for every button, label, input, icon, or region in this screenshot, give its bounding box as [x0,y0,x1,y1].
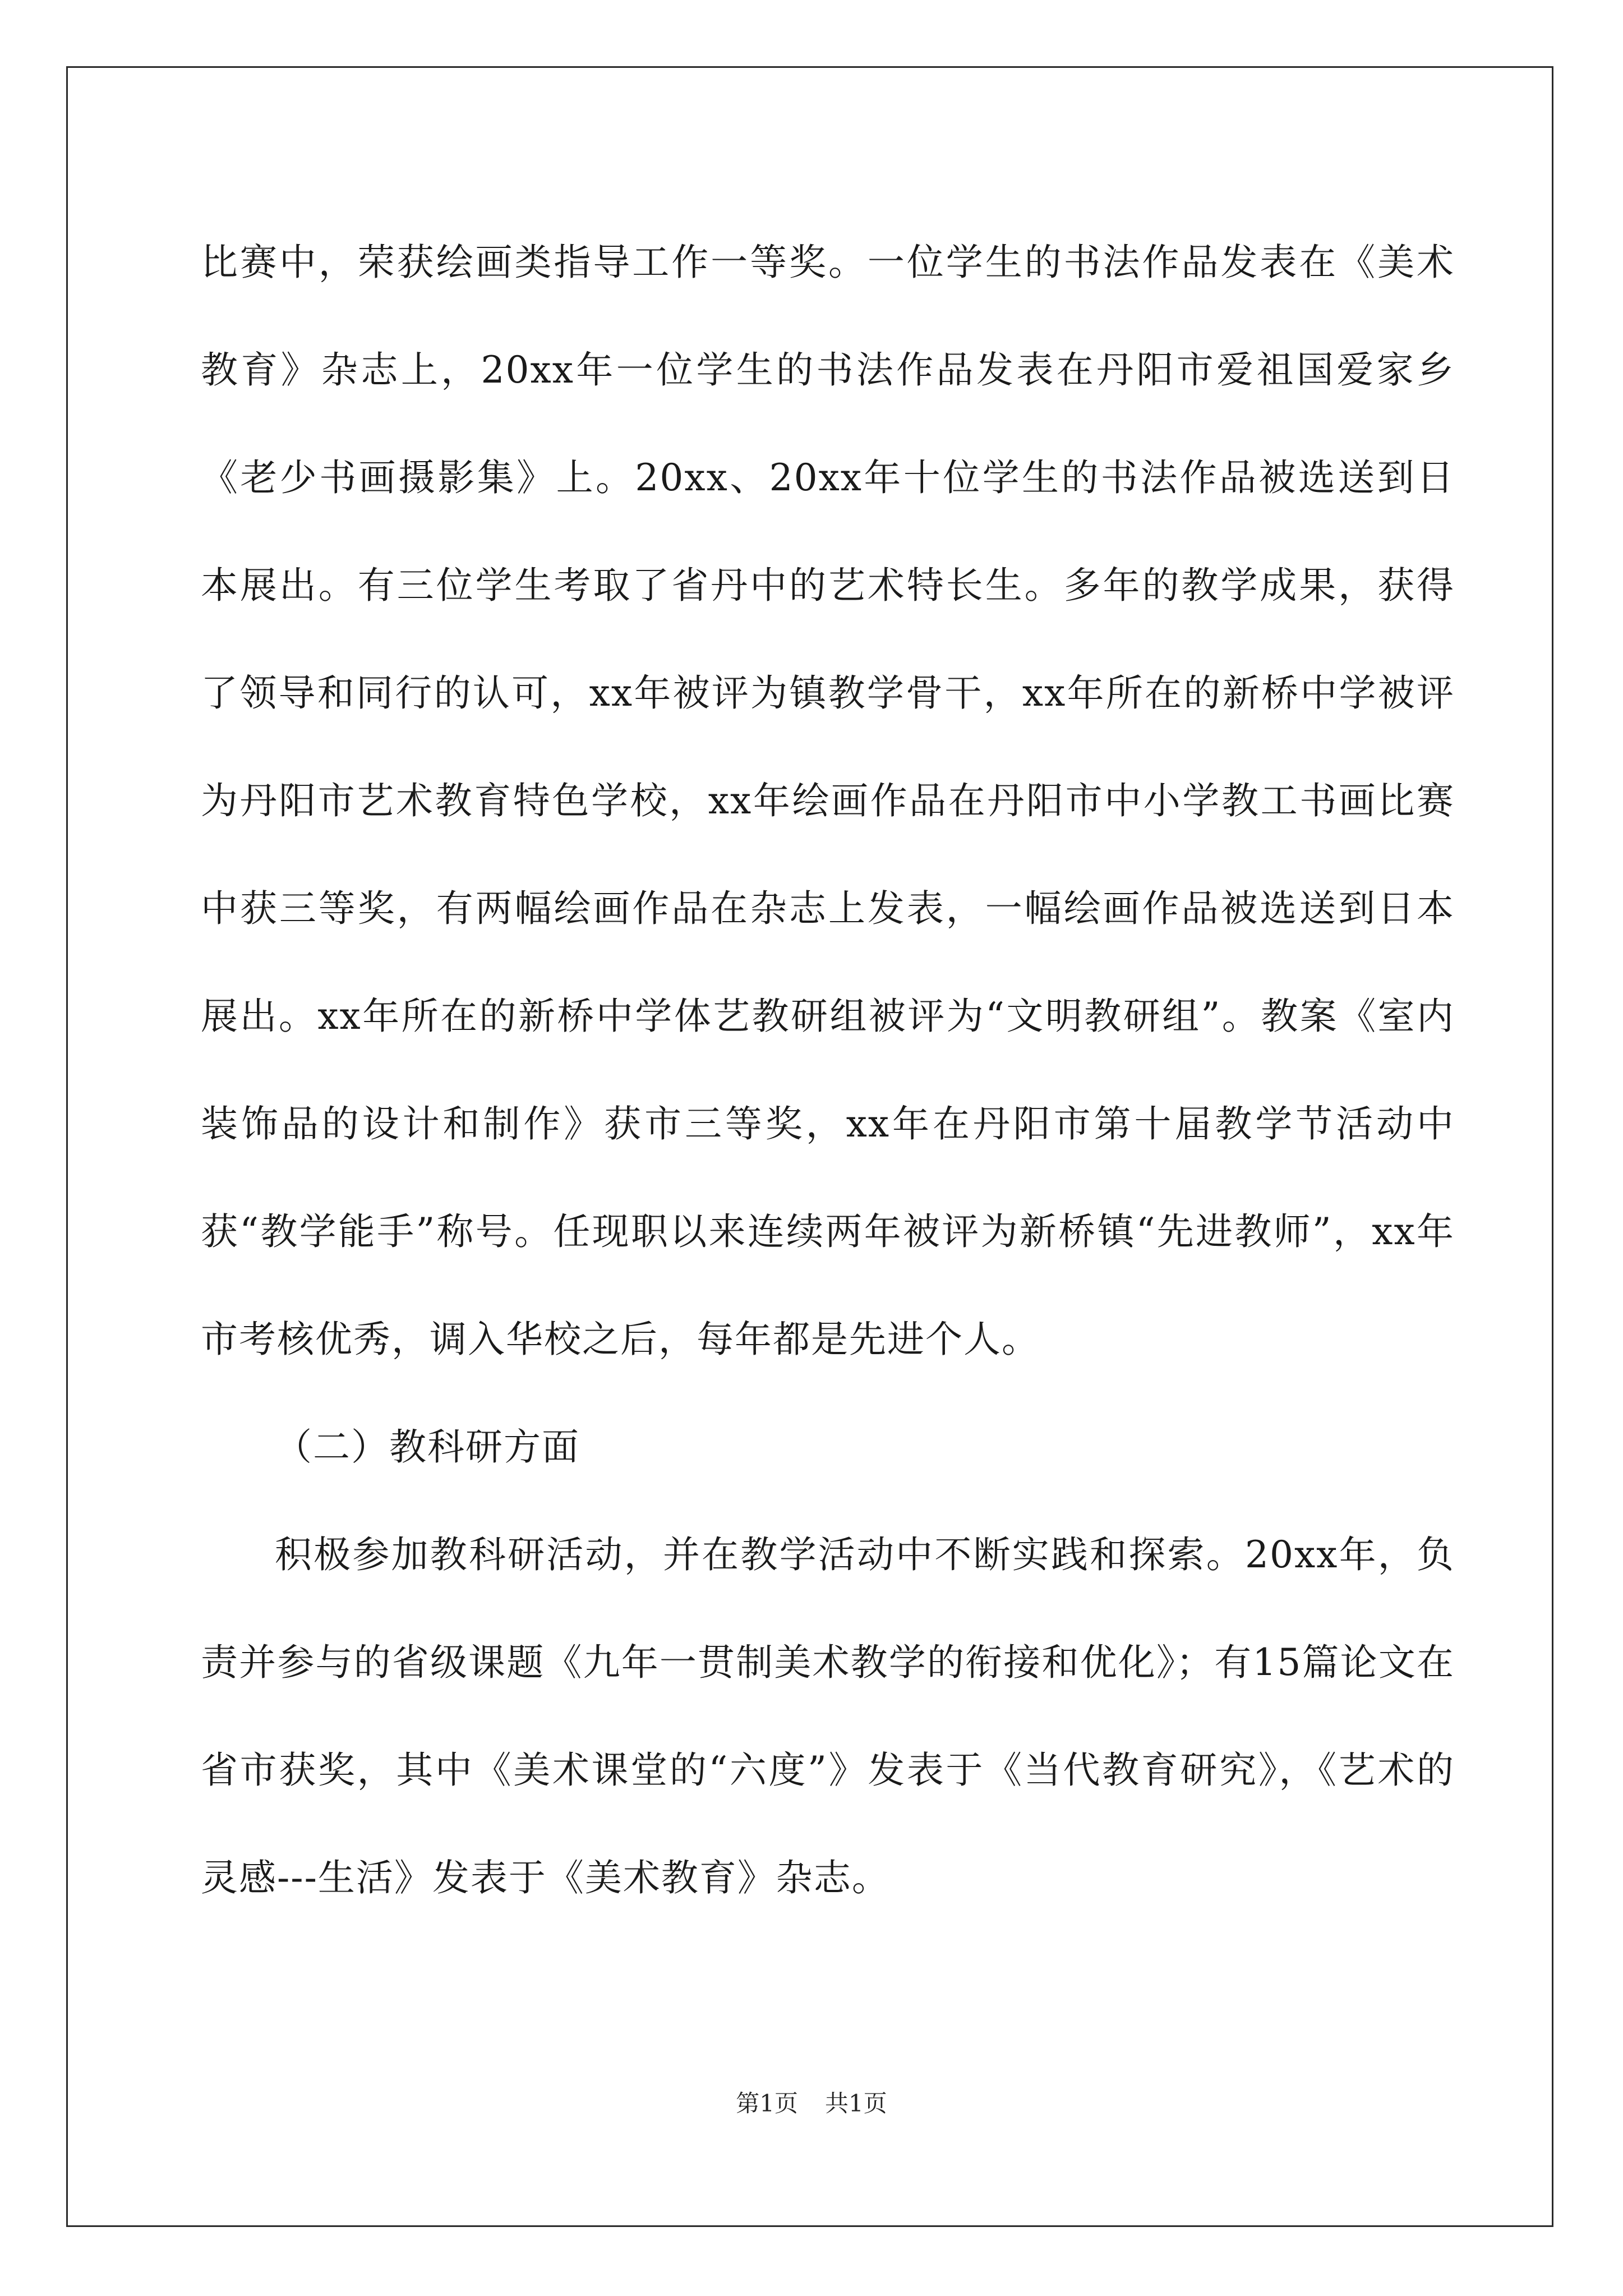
document-body [201,209,1455,1932]
paragraph-achievements: 比赛中，荣获绘画类指导工作一等奖。一位学生的书法作品发表在《美术教育》杂志上，20xx年一位学生的书法作品发表在丹阳市爱祖国爱家乡《老少书画摄影集》上。20xx、20xx年十位学生的书法作品被选送到日本展出。有三位学生考取了省丹中的艺术特长生。多年的教学成果，获得了领导和同行的认可，xx年被评为镇教学骨干，xx年所在的新桥中学被评为丹阳市艺术教育特色学校，xx年绘画作品在丹阳市中小学教工书画比赛中获三等奖，有两幅绘画作品在杂志上发表，一幅绘画作品被选送到日本展出。xx年所在的新桥中学体艺教研组被评为“文明教研组”。教案《室内装饰品的设计和制作》获市三等奖，xx年在丹阳市第十届教学节活动中获“教学能手”称号。任现职以来连续两年被评为新桥镇“先进教师”，xx年市考核优秀，调入华校之后，每年都是先进个人。 [201,241,1455,1361]
paragraph-research: 积极参加教科研活动，并在教学活动中不断实践和探索。20xx年，负责并参与的省级课题《九年一贯制美术教学的衔接和优化》；有15篇论文在省市获奖，其中《美术课堂的“六度”》发表于《当代教育研究》，《艺术的灵感---生活》发表于《美术教育》杂志。 [201,1533,1455,1899]
page-number: 第1页 [736,2090,798,2117]
section-heading-research: （二）教科研方面 [275,1425,580,1469]
page-total: 共1页 [825,2090,887,2117]
page-footer [0,2087,1623,2120]
